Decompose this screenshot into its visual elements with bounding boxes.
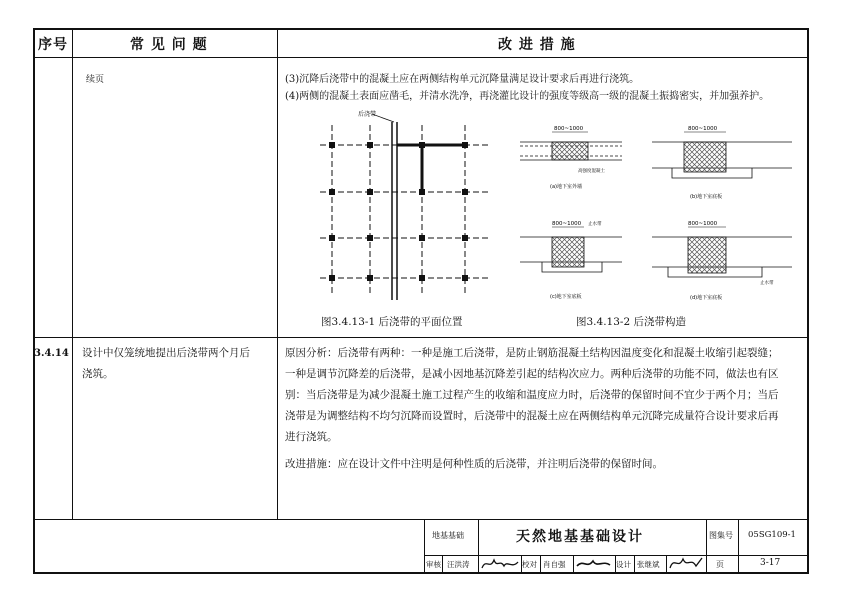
- fig2-caption: 图3.4.13-2 后浇带构造: [576, 316, 686, 328]
- row2-problem-l1: 设计中仅笼统地提出后浇带两个月后: [82, 347, 250, 359]
- fig2-sub-d: (d)地下室底板: [690, 295, 723, 301]
- tb-page-no: 3-17: [760, 558, 781, 568]
- fig2-dim-a: 800~1000: [554, 126, 584, 132]
- row2-measure-1: 原因分析：后浇带有两种：一种是施工后浇带，是防止钢筋混凝土结构因温度变化和混凝土收缩引起裂缝；: [285, 347, 779, 359]
- titleblock-divider: [33, 519, 809, 520]
- row1-line3: (3)沉降后浇带中的混凝土应在两侧结构单元沉降量满足设计要求后再进行浇筑。: [285, 74, 640, 85]
- row2-problem-l2: 浇筑。: [82, 368, 114, 380]
- tb-check-signature: [575, 556, 613, 573]
- tb-s2: [478, 555, 479, 574]
- fig2-dim-b: 800~1000: [688, 126, 718, 132]
- header-problem: 常 见 问 题: [130, 37, 208, 53]
- row2-measure-5: 进行浇筑。: [285, 431, 338, 443]
- tb-design-label: 设计: [616, 560, 631, 569]
- tb-s8: [666, 555, 667, 574]
- col-divider-2: [277, 28, 278, 519]
- tb-design-signature: [668, 554, 704, 573]
- figure-strip-details: [512, 112, 802, 310]
- tb-s1: [442, 555, 443, 574]
- row2-measure-6: 改进措施：应在设计文件中注明是何种性质的后浇带，并注明后浇带的保留时间。: [285, 458, 663, 470]
- tb-s5: [573, 555, 574, 574]
- fig2-note-c: 止水带: [588, 222, 602, 227]
- tb-review-name: 汪洪涛: [447, 560, 470, 569]
- header-measure: 改 进 措 施: [498, 37, 576, 53]
- fig2-dim-c: 800~1000: [552, 221, 582, 227]
- row2-measure-4: 浇带是为调整结构不均匀沉降而设置时，后浇带中的混凝土应在两侧结构单元沉降完成量符合设计要求后再: [285, 410, 779, 422]
- row2-measure-3: 别：当后浇带是为减少混凝土施工过程产生的收缩和温度应力时，后浇带的保留时间不宜少于两个月；当后: [285, 389, 779, 401]
- tb-review-signature: [480, 556, 520, 573]
- header-no: 序号: [38, 37, 68, 53]
- header-divider: [33, 57, 809, 58]
- tb-set-no: 05SG109-1: [748, 530, 796, 540]
- fig2-note-a: 高强度混凝土: [578, 169, 605, 174]
- tb-v2: [478, 519, 479, 555]
- fig2-note-d: 止水带: [760, 281, 774, 286]
- fig2-sub-a: (a)地下室外墙: [550, 184, 582, 190]
- tb-set-label: 图集号: [709, 531, 733, 540]
- tb-check-label: 校对: [522, 560, 537, 569]
- row1-line4: (4)两侧的混凝土表面应凿毛，并清水洗净，再浇灌比设计的强度等级高一级的混凝土振捣密实，并加强养护。: [285, 91, 770, 102]
- fig2-sub-c: (c)地下室底板: [550, 294, 582, 300]
- col-divider-1: [72, 28, 73, 519]
- tb-page-label: 页: [716, 560, 724, 569]
- tb-check-name: 肖自强: [543, 560, 566, 569]
- tb-design-name: 张继斌: [637, 560, 660, 569]
- figure-plan-position: [310, 110, 500, 310]
- tb-v4: [738, 519, 739, 574]
- row1-problem: 续页: [86, 75, 105, 85]
- row2-no: 3.4.14: [34, 348, 69, 359]
- tb-category: 地基基础: [432, 531, 464, 540]
- tb-s4: [540, 555, 541, 574]
- tb-v1: [424, 519, 425, 574]
- fig2-dim-d: 800~1000: [688, 221, 718, 227]
- row2-measure-2: 一种是调节沉降差的后浇带，是减小因地基沉降差引起的结构次应力。两种后浇带的功能不同，做法也有区: [285, 368, 779, 380]
- tb-title: 天然地基基础设计: [516, 529, 644, 545]
- fig2-sub-b: (b)地下室底板: [690, 194, 723, 200]
- tb-review-label: 审核: [426, 560, 441, 569]
- tb-v3: [706, 519, 707, 574]
- fig1-label: 后浇带: [358, 111, 377, 118]
- row-divider: [33, 337, 809, 338]
- tb-s7: [634, 555, 635, 574]
- fig1-caption: 图3.4.13-1 后浇带的平面位置: [321, 316, 463, 328]
